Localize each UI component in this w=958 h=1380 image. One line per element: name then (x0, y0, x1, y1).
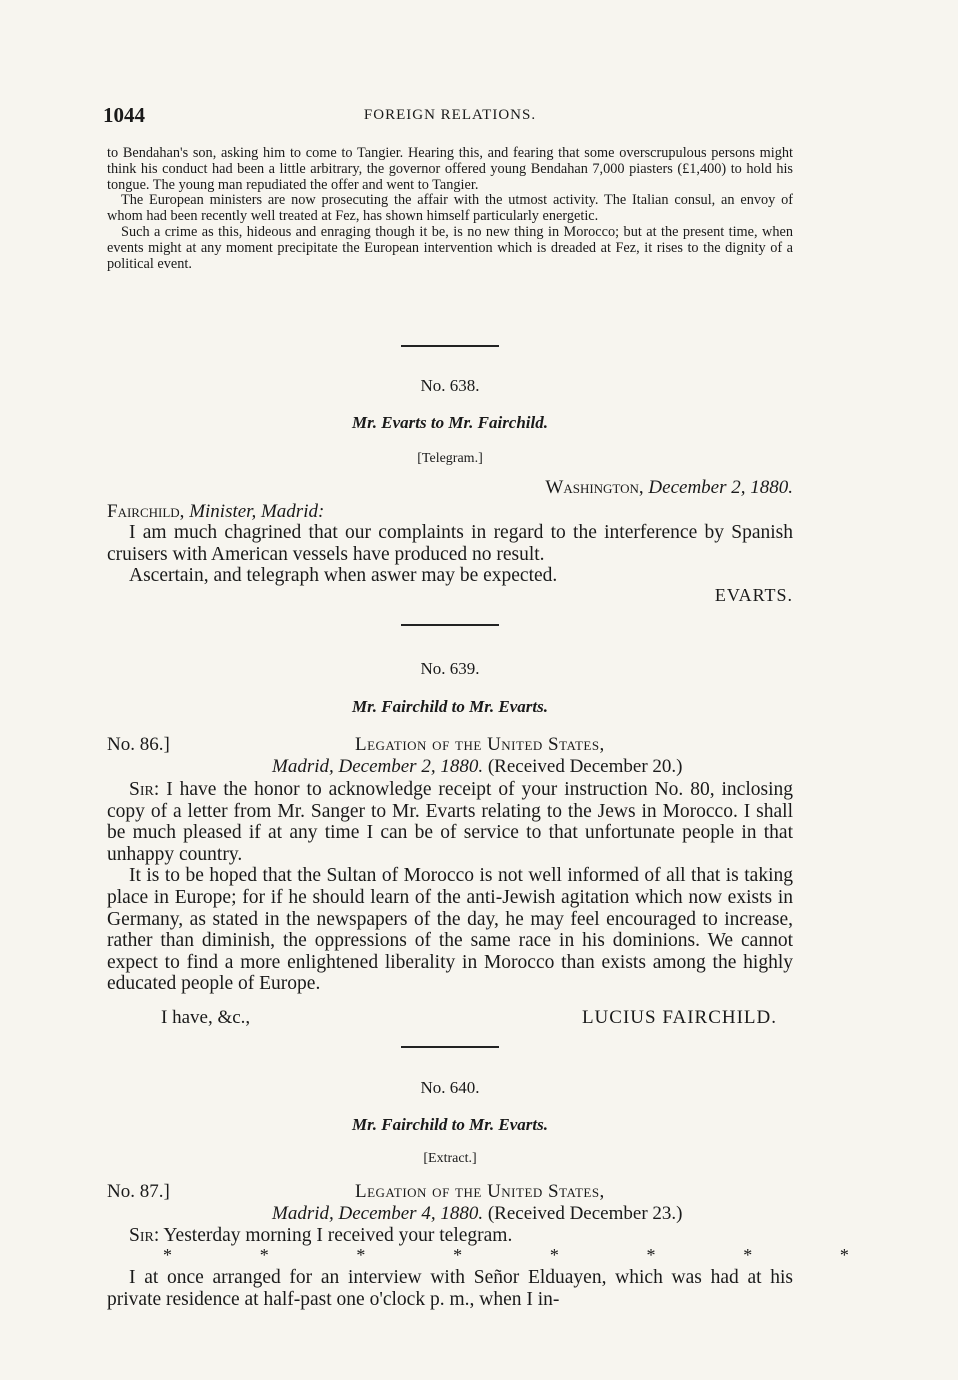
document-number-640: No. 640. (420, 1078, 480, 1097)
legation-639: Legation of the United States, (355, 734, 605, 755)
body-640 (107, 1267, 793, 1310)
paragraph-638-1: I am much chagrined that our complaints in regard to the interference by Spanish cruisers with American vessels have produced no result. (107, 522, 793, 565)
section-divider (107, 345, 793, 347)
star: * (163, 1245, 172, 1265)
received-639: (Received December 20.) (487, 756, 683, 777)
body-640-intro (107, 1225, 793, 1247)
intro-section (107, 146, 793, 272)
document-type-640: [Extract.] (423, 1151, 477, 1166)
dispatch-number-640: No. 87.] (107, 1181, 170, 1202)
dateline-640 (107, 1203, 958, 1225)
star: * (356, 1245, 366, 1265)
document-type-638: [Telegram.] (417, 451, 483, 466)
dateline-date: December 2, 1880. (648, 477, 793, 498)
received-640: (Received December 23.) (487, 1203, 683, 1224)
legation-header-640 (107, 1181, 793, 1203)
dispatch-number-639: No. 86.] (107, 734, 170, 755)
signature-638: EVARTS. (714, 585, 793, 605)
dateline-638 (107, 477, 817, 499)
paragraph-640-2: I at once arranged for an interview with Señor Elduayen, which was had at his private residence at half-past one o'clock p. m., when I in- (107, 1267, 793, 1310)
closing-639 (107, 1007, 793, 1031)
paragraph-638-2: Ascertain, and telegraph when aswer may be expected. (129, 565, 558, 587)
document-title-639: Mr. Fairchild to Mr. Evarts. (351, 697, 549, 716)
body-639 (107, 779, 793, 995)
star: * (743, 1245, 753, 1265)
document-title-640: Mr. Fairchild to Mr. Evarts. (351, 1115, 549, 1134)
intro-paragraph-3: Such a crime as this, hideous and enraging though it be, is no new thing in Morocco; but at the present time, when events might at any moment precipitate the European intervention which is dreaded at Fez, it rises to the dignity of a political event. (107, 223, 793, 272)
addressee-638 (107, 501, 793, 523)
dateline-place: Washington, (545, 477, 644, 498)
addressee-name: Fairchild, (107, 501, 185, 522)
section-divider (107, 1046, 793, 1048)
document-number-638: No. 638. (420, 376, 480, 395)
dateline-639 (107, 756, 958, 778)
page-number: 1044 (103, 103, 145, 127)
date-place-639: Madrid, December 2, 1880. (272, 756, 484, 777)
document-number-639: No. 639. (420, 659, 480, 678)
running-head: FOREIGN RELATIONS. (363, 107, 537, 123)
section-divider (107, 624, 793, 626)
star: * (259, 1245, 269, 1265)
star: * (646, 1245, 656, 1265)
salutation-639: Sir: (129, 779, 160, 800)
intro-paragraph-2: The European ministers are now prosecuting the affair with the utmost activity. The Italian consul, an envoy of whom had been recently well treated at Fez, has shown himself particularly energetic. (107, 192, 793, 225)
paragraph-640-1: Yesterday morning I received your telegram. (163, 1225, 513, 1246)
ellipsis-stars (107, 1245, 885, 1265)
document-title-638: Mr. Evarts to Mr. Fairchild. (351, 413, 549, 432)
signature-639: LUCIUS FAIRCHILD. (581, 1007, 777, 1028)
body-638 (107, 522, 793, 587)
star: * (549, 1245, 559, 1265)
salutation-640: Sir: (129, 1225, 160, 1246)
star: * (839, 1245, 849, 1265)
date-place-640: Madrid, December 4, 1880. (272, 1203, 484, 1224)
intro-paragraph-1: to Bendahan's son, asking him to come to Tangier. Hearing this, and fearing that some overscrupulous persons might think his conduct had been a little arbitrary, the governor offered young Bendahan 7,000 piasters (£1,400) to hold his tongue. The young man repudiated the offer and went to Tangier. (107, 145, 793, 193)
addressee-title: Minister, Madrid: (189, 501, 325, 522)
legation-header-639 (107, 734, 793, 756)
page-header (103, 103, 793, 127)
paragraph-639-2: It is to be hoped that the Sultan of Morocco is not well informed of all that is taking place in Europe; for if he should learn of the anti-Jewish agitation which now exists in Germany, as stated in the newspapers of the day, he may feel encouraged to increase, rather than diminish, the oppressions of the same race in his dominions. We cannot expect to find a more enlightened liberality in Morocco than exists among the highly educated people of Europe. (107, 865, 793, 995)
paragraph-639-1: I have the honor to acknowledge receipt of your instruction No. 80, inclosing copy of a letter from Mr. Sanger to Mr. Evarts relating to the Jews in Morocco. I shall be much pleased if at any time I can be of service to that unfortunate people in that unhappy country. (107, 779, 794, 865)
complimentary-close-639: I have, &c., (161, 1007, 251, 1028)
star: * (453, 1245, 463, 1265)
legation-640: Legation of the United States, (355, 1181, 605, 1202)
